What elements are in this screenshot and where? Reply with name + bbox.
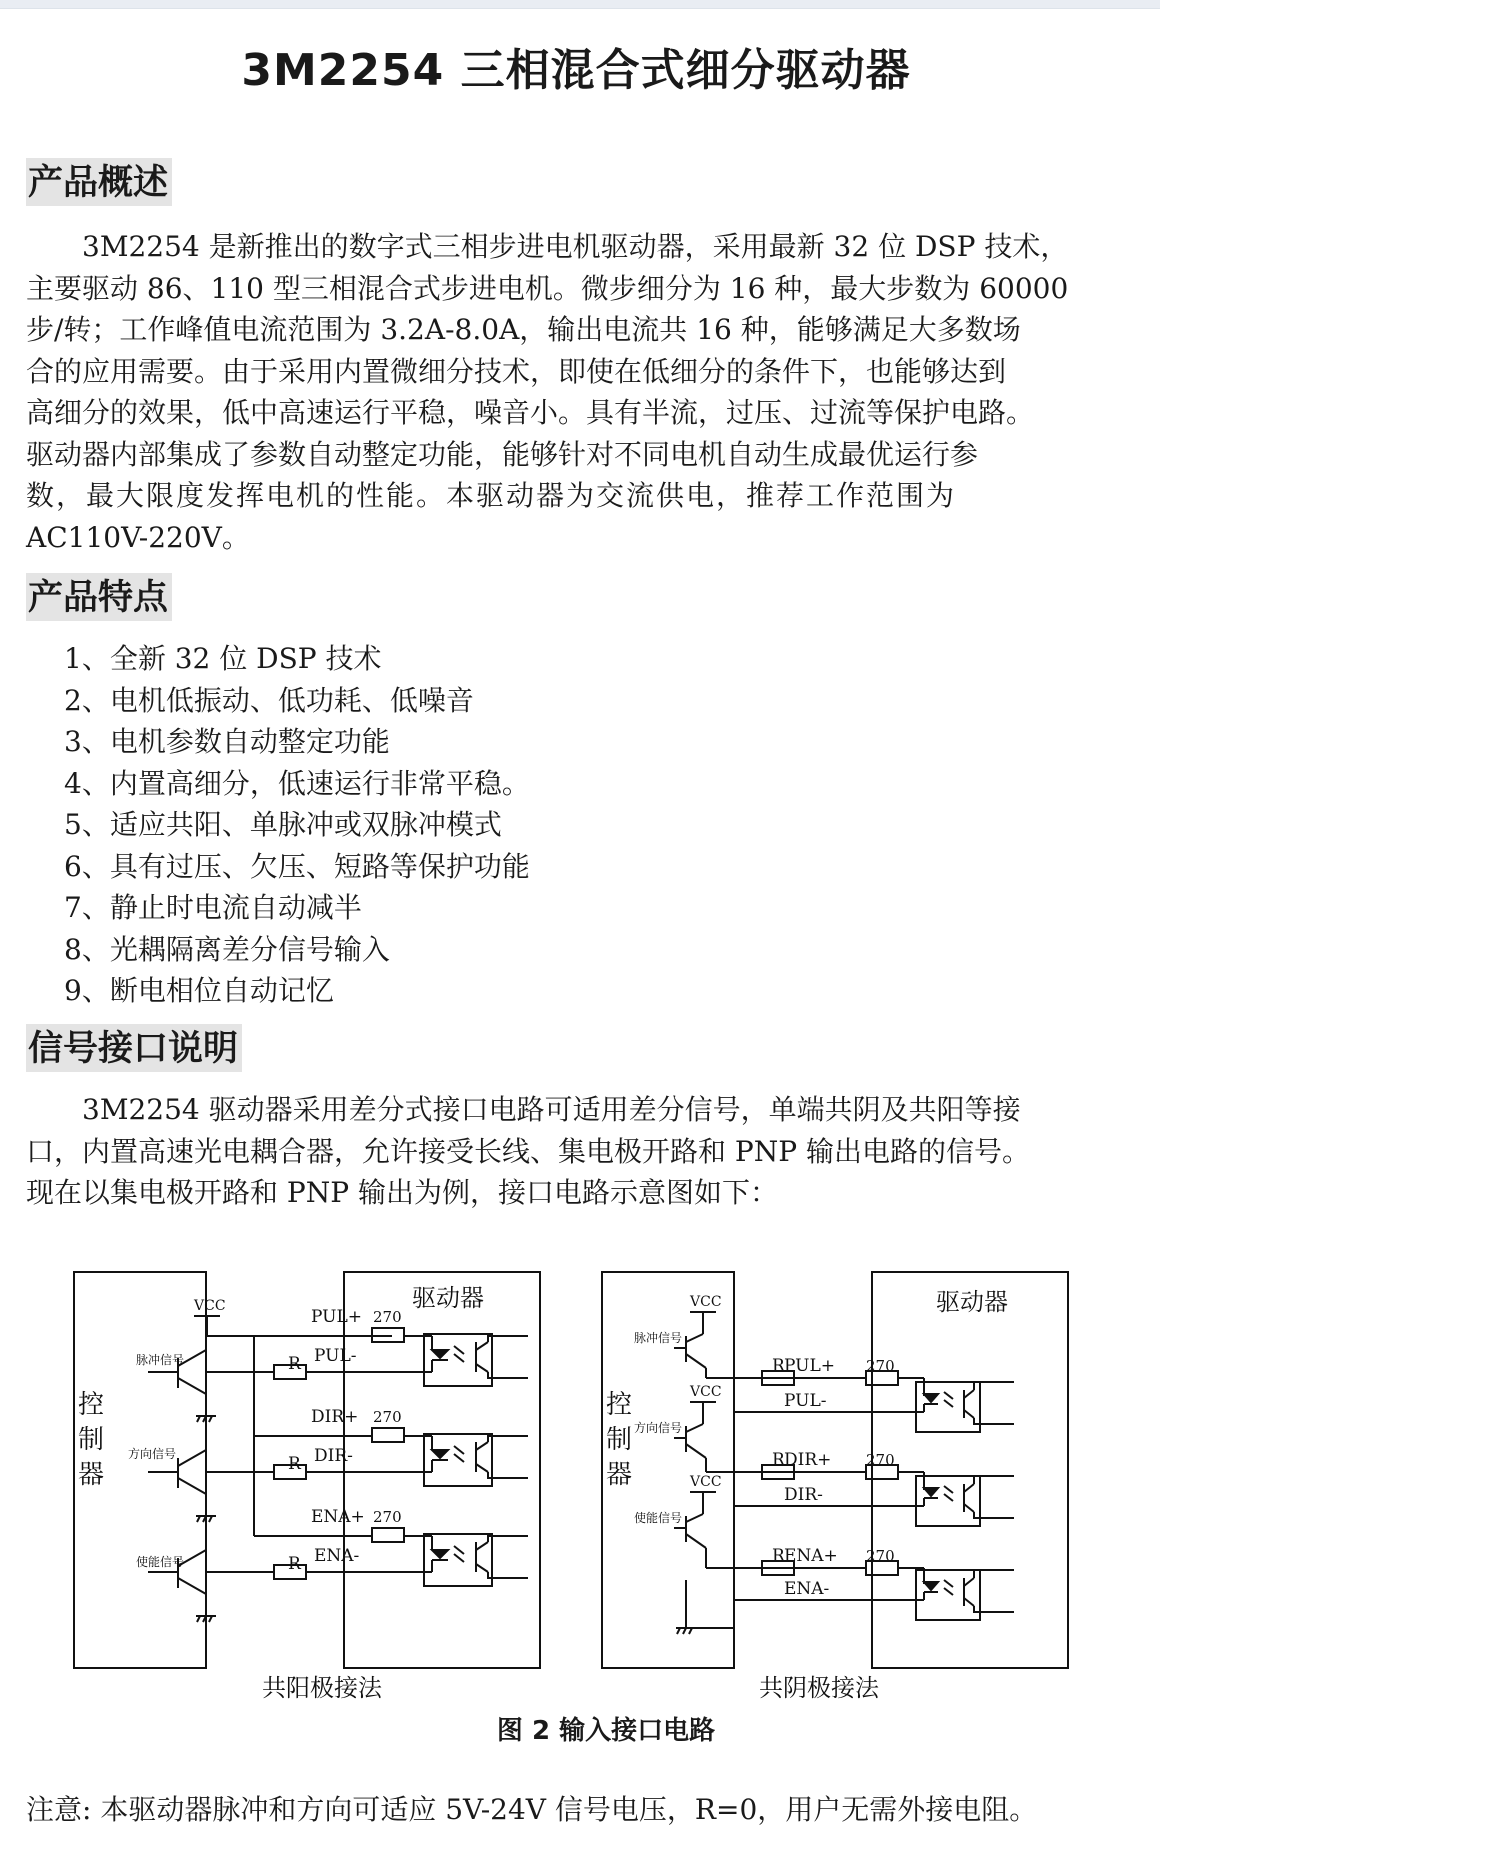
overview-line: 主要驱动 86、110 型三相混合式步进电机。微步细分为 16 种，最大步数为 60000 — [26, 271, 1069, 305]
overview-line: 高细分的效果，低中高速运行平稳，噪音小。具有半流，过压、过流等保护电路。 — [26, 396, 1035, 429]
overview-line: 步/转；工作峰值电流范围为 3.2A-8.0A，输出电流共 16 种，能够满足大多数场 — [26, 313, 1021, 346]
channel-pul — [762, 1356, 1014, 1432]
optocoupler-icon — [916, 1570, 980, 1620]
pin-label: ENA+ — [311, 1507, 365, 1527]
section-heading-overview: 产品概述 — [26, 158, 172, 206]
transistor-dir — [128, 1446, 216, 1522]
overview-line: 数，最大限度发挥电机的性能。本驱动器为交流供电，推荐工作范围为 — [26, 479, 957, 512]
controller-label-1: 控 — [78, 1390, 105, 1420]
signal-line: 现在以集电极开路和 PNP 输出为例，接口电路示意图如下： — [26, 1176, 778, 1209]
left-caption: 共阳极接法 — [262, 1674, 382, 1700]
channel-ena — [762, 1546, 1014, 1620]
driver-label: 驱动器 — [412, 1284, 484, 1312]
overview-line: AC110V-220V。 — [26, 520, 250, 554]
r-label: R — [288, 1454, 301, 1474]
signal-label: 方向信号 — [634, 1421, 683, 1435]
pin-label: ENA+ — [784, 1546, 838, 1566]
controller-label-1: 控 — [606, 1390, 633, 1420]
signal-paragraph — [26, 1089, 1126, 1214]
right-caption: 共阴极接法 — [759, 1674, 879, 1700]
signal-label: 使能信号 — [136, 1555, 185, 1569]
pin-label: PUL- — [784, 1391, 827, 1411]
note-text: 注意: 本驱动器脉冲和方向可适应 5V-24V 信号电压，R=0，用户无需外接电阻。 — [26, 1793, 1038, 1826]
signal-label: 使能信号 — [634, 1511, 683, 1525]
vcc-label: VCC — [690, 1474, 722, 1490]
controller-label-3: 器 — [78, 1460, 105, 1490]
resistor-value: 270 — [373, 1308, 402, 1326]
signal-label: 脉冲信号 — [136, 1353, 185, 1367]
signal-line: 3M2254 驱动器采用差分式接口电路可适用差分信号，单端共阴及共阳等接 — [82, 1093, 1021, 1126]
feature-item: 5、适应共阳、单脉冲或双脉冲模式 — [64, 808, 502, 841]
pin-label: PUL+ — [784, 1356, 835, 1376]
pin-label: PUL- — [314, 1346, 357, 1366]
r-label: R — [772, 1546, 785, 1566]
feature-item: 3、电机参数自动整定功能 — [64, 725, 390, 758]
r-label: R — [288, 1554, 301, 1574]
resistor-value: 270 — [373, 1508, 402, 1526]
signal-label: 脉冲信号 — [634, 1331, 683, 1345]
pin-label: DIR- — [314, 1446, 353, 1466]
section-heading-signal: 信号接口说明 — [26, 1024, 242, 1072]
feature-item: 6、具有过压、欠压、短路等保护功能 — [64, 849, 530, 883]
pin-label: DIR+ — [784, 1450, 832, 1470]
pin-label: ENA- — [784, 1579, 830, 1599]
feature-item: 2、电机低振动、低功耗、低噪音 — [64, 683, 474, 717]
overview-paragraph — [26, 226, 1126, 558]
overview-line: 合的应用需要。由于采用内置微细分技术，即使在低细分的条件下，也能够达到 — [26, 354, 1007, 388]
resistor-icon — [372, 1528, 404, 1542]
top-border — [0, 0, 1160, 9]
vcc-label: VCC — [194, 1298, 226, 1314]
channel-dir — [762, 1450, 1014, 1526]
common-cathode-circuit — [602, 1272, 1068, 1700]
feature-list — [64, 638, 530, 1012]
pin-label: ENA- — [314, 1546, 360, 1566]
r-label: R — [772, 1450, 785, 1470]
overview-line: 3M2254 是新推出的数字式三相步进电机驱动器，采用最新 32 位 DSP 技术， — [82, 230, 1069, 263]
controller-label-3: 器 — [606, 1460, 633, 1490]
feature-item: 4、内置高细分，低速运行非常平稳。 — [64, 766, 530, 800]
feature-item: 9、断电相位自动记忆 — [64, 974, 334, 1007]
optocoupler-icon — [916, 1476, 980, 1526]
driver-box — [344, 1272, 540, 1668]
pin-label: DIR- — [784, 1485, 823, 1505]
pin-label: DIR+ — [311, 1407, 359, 1427]
transistor-pul — [136, 1350, 216, 1422]
vcc-label: VCC — [690, 1384, 722, 1400]
resistor-value: 270 — [866, 1547, 895, 1565]
resistor-value: 270 — [373, 1408, 402, 1426]
feature-item: 8、光耦隔离差分信号输入 — [64, 932, 390, 966]
section-heading-features: 产品特点 — [26, 573, 172, 621]
optocoupler-icon — [916, 1382, 980, 1432]
vcc-label: VCC — [690, 1294, 722, 1310]
common-anode-circuit — [74, 1272, 540, 1700]
signal-label: 方向信号 — [128, 1447, 177, 1461]
pin-label: PUL+ — [311, 1307, 362, 1327]
driver-box — [872, 1272, 1068, 1668]
transistor-ena — [136, 1550, 216, 1622]
controller-label-2: 制 — [78, 1425, 105, 1455]
r-label: R — [288, 1354, 301, 1374]
driver-label: 驱动器 — [936, 1288, 1008, 1316]
controller-label-2: 制 — [606, 1425, 633, 1455]
page-title: 3M2254 三相混合式细分驱动器 — [241, 45, 911, 96]
feature-item: 1、全新 32 位 DSP 技术 — [64, 642, 382, 675]
resistor-value: 270 — [866, 1451, 895, 1469]
interface-circuit-diagram — [66, 1250, 1086, 1700]
feature-item: 7、静止时电流自动减半 — [64, 891, 362, 924]
overview-line: 驱动器内部集成了参数自动整定功能，能够针对不同电机自动生成最优运行参 — [26, 437, 979, 471]
r-label: R — [772, 1356, 785, 1376]
figure-caption: 图 2 输入接口电路 — [496, 1716, 716, 1746]
resistor-value: 270 — [866, 1357, 895, 1375]
resistor-icon — [372, 1428, 404, 1442]
signal-line: 口，内置高速光电耦合器，允许接受长线、集电极开路和 PNP 输出电路的信号。 — [26, 1134, 1030, 1168]
